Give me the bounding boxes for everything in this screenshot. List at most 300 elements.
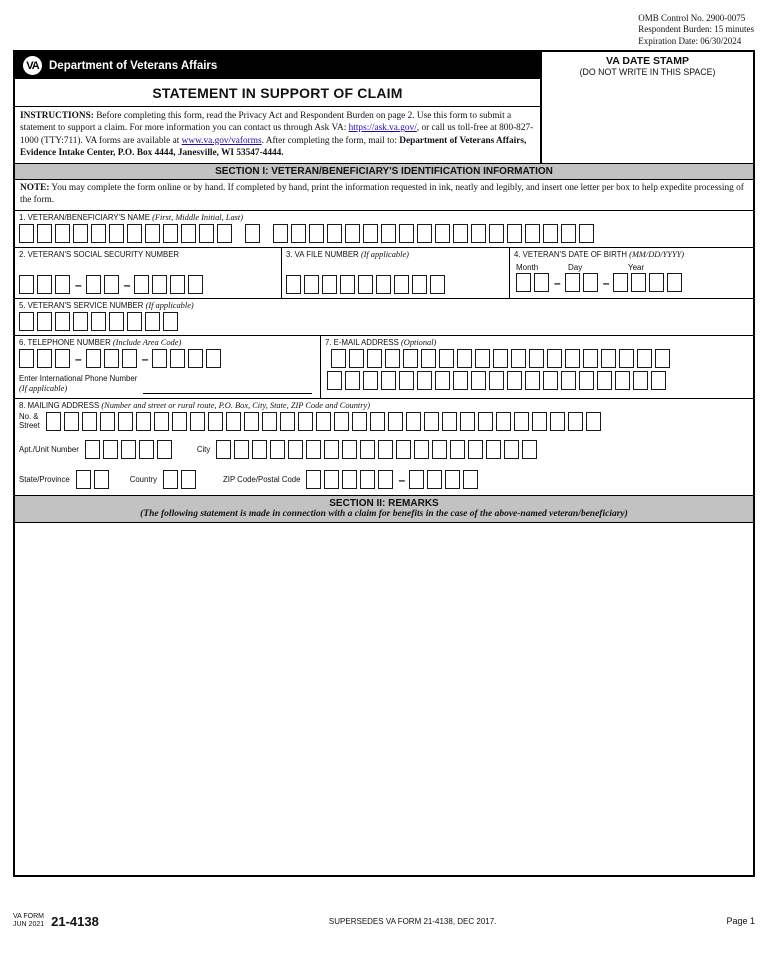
file-number-input[interactable]	[282, 274, 509, 298]
char-box[interactable]	[471, 224, 486, 243]
char-box[interactable]	[188, 275, 203, 294]
mailing-label-text: 8. MAILING ADDRESS	[19, 401, 102, 411]
zip-boxes-5[interactable]	[306, 470, 396, 489]
char-box[interactable]	[468, 440, 483, 459]
char-box[interactable]	[55, 275, 70, 294]
name-input[interactable]	[15, 223, 753, 247]
char-box[interactable]	[489, 371, 504, 390]
char-box[interactable]	[493, 349, 508, 368]
char-box[interactable]	[306, 470, 321, 489]
char-box[interactable]	[378, 440, 393, 459]
char-box[interactable]	[370, 412, 385, 431]
dob-unit-labels	[510, 260, 753, 272]
char-box[interactable]	[619, 349, 634, 368]
char-box[interactable]	[342, 440, 357, 459]
char-box[interactable]	[288, 440, 303, 459]
field-name	[15, 211, 753, 248]
char-box[interactable]	[122, 349, 137, 368]
char-box[interactable]	[463, 470, 478, 489]
char-box[interactable]	[82, 412, 97, 431]
char-box[interactable]	[127, 312, 142, 331]
char-box[interactable]	[234, 440, 249, 459]
dob-month-boxes[interactable]	[516, 273, 552, 292]
dob-day-label: Day	[568, 263, 583, 273]
char-box[interactable]	[388, 412, 403, 431]
char-box[interactable]	[381, 224, 396, 243]
char-box[interactable]	[406, 412, 421, 431]
field-telephone-label	[15, 336, 320, 348]
char-box[interactable]	[631, 273, 646, 292]
char-box[interactable]	[145, 224, 160, 243]
omb-control-number: OMB Control No. 2900-0075	[638, 13, 746, 23]
char-box[interactable]	[439, 349, 454, 368]
char-box[interactable]	[532, 412, 547, 431]
char-box[interactable]	[46, 412, 61, 431]
ssn-dash: –	[75, 277, 82, 292]
middle-initial-box[interactable]	[245, 224, 263, 243]
char-box[interactable]	[76, 470, 91, 489]
field-dob	[510, 248, 753, 298]
apt-boxes[interactable]	[85, 440, 175, 459]
char-box[interactable]	[417, 371, 432, 390]
file-number-hint: (If applicable)	[360, 250, 409, 260]
char-box[interactable]	[245, 224, 260, 243]
va-logo-icon: VA	[23, 56, 42, 75]
telephone-hint: (Include Area Code)	[112, 338, 182, 348]
street-row	[15, 411, 753, 434]
char-box[interactable]	[516, 273, 531, 292]
email-label-text: 7. E-MAIL ADDRESS	[325, 338, 401, 348]
field-email-label	[321, 336, 753, 348]
char-box[interactable]	[324, 440, 339, 459]
char-box[interactable]	[172, 412, 187, 431]
char-box[interactable]	[435, 371, 450, 390]
char-box[interactable]	[453, 224, 468, 243]
char-box[interactable]	[424, 412, 439, 431]
char-box[interactable]	[216, 440, 231, 459]
char-box[interactable]	[100, 412, 115, 431]
field-ssn-label: 2. VETERAN'S SOCIAL SECURITY NUMBER	[19, 250, 180, 260]
char-box[interactable]	[270, 440, 285, 459]
form-number: 21-4138	[51, 914, 99, 929]
char-box[interactable]	[445, 470, 460, 489]
char-box[interactable]	[460, 412, 475, 431]
char-box[interactable]	[378, 470, 393, 489]
char-box[interactable]	[342, 470, 357, 489]
char-box[interactable]	[327, 371, 342, 390]
dob-year-label: Year	[628, 263, 645, 273]
instructions-text	[15, 107, 540, 163]
field-service-number-label	[15, 299, 753, 311]
file-number-boxes[interactable]	[286, 275, 448, 294]
va-date-stamp-box	[542, 52, 753, 163]
char-box[interactable]	[104, 349, 119, 368]
phone-dash: –	[141, 351, 149, 366]
row-phone-email	[15, 336, 753, 399]
char-box[interactable]	[345, 224, 360, 243]
date-stamp-title: VA DATE STAMP	[605, 55, 690, 67]
char-box[interactable]	[252, 440, 267, 459]
row-ssn-file-dob	[15, 248, 753, 299]
email-boxes-row2[interactable]	[327, 371, 669, 390]
dob-dash: –	[602, 275, 610, 290]
state-country-zip-row	[15, 469, 753, 495]
zip-boxes-4[interactable]	[409, 470, 481, 489]
ask-va-link[interactable]: https://ask.va.gov/	[348, 123, 417, 134]
field-service-number	[15, 299, 753, 336]
char-box[interactable]	[163, 224, 178, 243]
field-name-label	[15, 211, 753, 223]
char-box[interactable]	[417, 224, 432, 243]
dob-label-text: 4. VETERAN'S DATE OF BIRTH	[514, 250, 630, 260]
char-box[interactable]	[324, 470, 339, 489]
char-box[interactable]	[55, 349, 70, 368]
char-box[interactable]	[286, 275, 301, 294]
ssn-group-boxes[interactable]	[86, 275, 122, 294]
char-box[interactable]	[496, 412, 511, 431]
remarks-area[interactable]	[15, 523, 753, 875]
char-box[interactable]	[399, 224, 414, 243]
field-name-hint: (First, Middle Initial, Last)	[152, 213, 244, 223]
char-box[interactable]	[394, 275, 409, 294]
ssn-serial-boxes[interactable]	[134, 275, 206, 294]
supersedes-note: SUPERSEDES VA FORM 21-4138, DEC 2017.	[328, 917, 497, 926]
char-box[interactable]	[471, 371, 486, 390]
char-box[interactable]	[298, 412, 313, 431]
char-box[interactable]	[586, 412, 601, 431]
char-box[interactable]	[309, 224, 324, 243]
char-box[interactable]	[327, 224, 342, 243]
char-box[interactable]	[421, 349, 436, 368]
char-box[interactable]	[37, 349, 52, 368]
char-box[interactable]	[613, 273, 628, 292]
char-box[interactable]	[306, 440, 321, 459]
file-number-label-text: 3. VA FILE NUMBER	[286, 250, 361, 260]
char-box[interactable]	[244, 412, 259, 431]
char-box[interactable]	[322, 275, 337, 294]
char-box[interactable]	[152, 275, 167, 294]
omb-respondent-burden: Respondent Burden: 15 minutes	[638, 24, 754, 35]
char-box[interactable]	[358, 275, 373, 294]
section2-header	[15, 495, 753, 523]
char-box[interactable]	[511, 349, 526, 368]
field-mailing-address	[15, 399, 753, 495]
dob-day-boxes[interactable]	[565, 273, 601, 292]
char-box[interactable]	[94, 470, 109, 489]
char-box[interactable]	[345, 371, 360, 390]
char-box[interactable]	[376, 275, 391, 294]
form-body	[13, 50, 755, 877]
char-box[interactable]	[579, 371, 594, 390]
char-box[interactable]	[478, 412, 493, 431]
char-box[interactable]	[360, 470, 375, 489]
char-box[interactable]	[37, 224, 52, 243]
char-box[interactable]	[206, 349, 221, 368]
char-box[interactable]	[525, 224, 540, 243]
char-box[interactable]	[19, 312, 34, 331]
char-box[interactable]	[475, 349, 490, 368]
intl-phone-line1: Enter International Phone Number	[19, 374, 138, 384]
char-box[interactable]	[651, 371, 666, 390]
char-box[interactable]	[217, 224, 232, 243]
char-box[interactable]	[363, 224, 378, 243]
char-box[interactable]	[157, 440, 172, 459]
service-number-hint: (If applicable)	[145, 301, 194, 311]
phone-area-boxes[interactable]	[19, 349, 73, 368]
form-footer	[13, 913, 755, 929]
char-box[interactable]	[190, 412, 205, 431]
intl-phone-write-line[interactable]	[143, 382, 312, 394]
form-top-left	[15, 52, 542, 163]
note-label: NOTE:	[20, 183, 50, 194]
char-box[interactable]	[170, 349, 185, 368]
char-box[interactable]	[561, 371, 576, 390]
char-box[interactable]	[432, 440, 447, 459]
char-box[interactable]	[583, 273, 598, 292]
char-box[interactable]	[486, 440, 501, 459]
char-box[interactable]	[655, 349, 670, 368]
char-box[interactable]	[529, 349, 544, 368]
country-boxes[interactable]	[163, 470, 199, 489]
va-form-line1: VA FORM	[13, 913, 44, 920]
field-file-number-label	[282, 248, 509, 260]
agency-header-bar	[15, 52, 540, 79]
char-box[interactable]	[363, 371, 378, 390]
char-box[interactable]	[280, 412, 295, 431]
char-box[interactable]	[73, 224, 88, 243]
char-box[interactable]	[19, 349, 34, 368]
char-box[interactable]	[385, 349, 400, 368]
char-box[interactable]	[85, 440, 100, 459]
char-box[interactable]	[427, 470, 442, 489]
dob-input[interactable]	[510, 272, 753, 296]
char-box[interactable]	[399, 371, 414, 390]
va-form-label	[13, 913, 44, 929]
char-box[interactable]	[543, 371, 558, 390]
char-box[interactable]	[334, 412, 349, 431]
field-telephone	[15, 336, 321, 398]
section1-header: SECTION I: VETERAN/BENEFICIARY'S IDENTIFICATION INFORMATION	[15, 163, 753, 180]
char-box[interactable]	[109, 224, 124, 243]
char-box[interactable]	[409, 470, 424, 489]
service-number-boxes[interactable]	[19, 312, 181, 331]
char-box[interactable]	[522, 440, 537, 459]
char-box[interactable]	[403, 349, 418, 368]
intl-phone-label	[19, 374, 137, 394]
char-box[interactable]	[504, 440, 519, 459]
char-box[interactable]	[163, 470, 178, 489]
dob-year-boxes[interactable]	[613, 273, 685, 292]
email-boxes-row1[interactable]	[331, 349, 673, 368]
char-box[interactable]	[86, 349, 101, 368]
char-box[interactable]	[170, 275, 185, 294]
char-box[interactable]	[262, 412, 277, 431]
email-hint: (Optional)	[400, 338, 437, 348]
instructions-part3: . After completing the form, mail to:	[261, 135, 400, 146]
char-box[interactable]	[37, 312, 52, 331]
char-box[interactable]	[525, 371, 540, 390]
char-box[interactable]	[615, 371, 630, 390]
char-box[interactable]	[435, 224, 450, 243]
email-input-row2[interactable]	[321, 370, 753, 394]
char-box[interactable]	[152, 349, 167, 368]
char-box[interactable]	[55, 224, 70, 243]
char-box[interactable]	[154, 412, 169, 431]
char-box[interactable]	[19, 224, 34, 243]
char-box[interactable]	[340, 275, 355, 294]
ssn-input[interactable]	[15, 274, 281, 298]
telephone-input[interactable]	[15, 348, 320, 372]
field-ssn	[15, 248, 282, 298]
zip-label: ZIP Code/Postal Code	[223, 475, 301, 485]
char-box[interactable]	[86, 275, 101, 294]
char-box[interactable]	[565, 273, 580, 292]
street-label-line1: No. &	[19, 412, 39, 421]
intl-phone-line2: (If applicable)	[19, 383, 68, 393]
char-box[interactable]	[37, 275, 52, 294]
char-box[interactable]	[507, 224, 522, 243]
char-box[interactable]	[109, 312, 124, 331]
char-box[interactable]	[579, 224, 594, 243]
char-box[interactable]	[136, 412, 151, 431]
va-forms-link[interactable]: www.va.gov/vaforms	[181, 135, 262, 146]
char-box[interactable]	[550, 412, 565, 431]
state-boxes[interactable]	[76, 470, 112, 489]
char-box[interactable]	[19, 275, 34, 294]
agency-name: Department of Veterans Affairs	[49, 59, 218, 72]
zip-dash: –	[398, 472, 406, 487]
note-text: You may complete the form online or by hand. If completed by hand, print the information requested in ink, neatly and legibly, and insert one letter per box to help expedite processing of the form.	[20, 183, 744, 206]
char-box[interactable]	[396, 440, 411, 459]
mailing-hint: (Number and street or rural route, P.O. Box, City, State, ZIP Code and Country)	[101, 401, 371, 411]
char-box[interactable]	[91, 224, 106, 243]
char-box[interactable]	[316, 412, 331, 431]
char-box[interactable]	[489, 224, 504, 243]
char-box[interactable]	[450, 440, 465, 459]
char-box[interactable]	[226, 412, 241, 431]
service-number-input[interactable]	[15, 311, 753, 335]
char-box[interactable]	[568, 412, 583, 431]
char-box[interactable]	[442, 412, 457, 431]
instructions-part1: Before completing this form, read the Privacy Act and Respondent Burden on page 2. Use this form to submit a statement to support a claim. For more information you can contact us through Ask VA:	[20, 111, 512, 134]
char-box[interactable]	[367, 349, 382, 368]
char-box[interactable]	[118, 412, 133, 431]
char-box[interactable]	[331, 349, 346, 368]
phone-prefix-boxes[interactable]	[86, 349, 140, 368]
char-box[interactable]	[103, 440, 118, 459]
page-number: Page 1	[726, 916, 755, 926]
phone-line-boxes[interactable]	[152, 349, 224, 368]
mailing-destination: Department of Veterans Affairs, Evidence Intake Center, P.O. Box 4444, Janesville, WI 53547-4444.	[20, 135, 527, 158]
telephone-label-text: 6. TELEPHONE NUMBER	[19, 338, 113, 348]
state-label: State/Province	[19, 475, 70, 485]
city-boxes[interactable]	[216, 440, 540, 459]
email-input-row1[interactable]	[321, 348, 753, 370]
street-label	[19, 413, 40, 431]
char-box[interactable]	[507, 371, 522, 390]
field-mailing-label	[15, 399, 753, 411]
char-box[interactable]	[543, 224, 558, 243]
char-box[interactable]	[453, 371, 468, 390]
char-box[interactable]	[91, 312, 106, 331]
char-box[interactable]	[565, 349, 580, 368]
char-box[interactable]	[633, 371, 648, 390]
char-box[interactable]	[64, 412, 79, 431]
char-box[interactable]	[360, 440, 375, 459]
field-email	[321, 336, 753, 398]
char-box[interactable]	[534, 273, 549, 292]
section2-title: SECTION II: REMARKS	[329, 498, 439, 510]
char-box[interactable]	[134, 275, 149, 294]
instructions-part2: , or call us toll-free at 800-827-1000 (TTY:711). VA forms are available at	[20, 123, 534, 146]
dob-month-label: Month	[516, 263, 539, 273]
char-box[interactable]	[352, 412, 367, 431]
char-box[interactable]	[637, 349, 652, 368]
char-box[interactable]	[273, 224, 288, 243]
char-box[interactable]	[414, 440, 429, 459]
char-box[interactable]	[597, 371, 612, 390]
char-box[interactable]	[145, 312, 160, 331]
apt-label: Apt./Unit Number	[19, 445, 79, 455]
char-box[interactable]	[349, 349, 364, 368]
char-box[interactable]	[199, 224, 214, 243]
service-number-label-text: 5. VETERAN'S SERVICE NUMBER	[19, 301, 146, 311]
char-box[interactable]	[457, 349, 472, 368]
va-form-line2: JUN 2021	[13, 921, 45, 929]
char-box[interactable]	[667, 273, 682, 292]
char-box[interactable]	[188, 349, 203, 368]
omb-expiration-date: Expiration Date: 06/30/2024	[638, 35, 742, 46]
char-box[interactable]	[291, 224, 306, 243]
char-box[interactable]	[163, 312, 178, 331]
ssn-dash: –	[123, 277, 131, 292]
form-title: STATEMENT IN SUPPORT OF CLAIM	[15, 79, 540, 107]
field-file-number	[282, 248, 510, 298]
street-boxes[interactable]	[46, 412, 604, 431]
char-box[interactable]	[139, 440, 154, 459]
char-box[interactable]	[121, 440, 136, 459]
omb-block	[638, 13, 754, 47]
first-name-boxes[interactable]	[19, 224, 235, 243]
char-box[interactable]	[430, 275, 445, 294]
char-box[interactable]	[601, 349, 616, 368]
char-box[interactable]	[381, 371, 396, 390]
char-box[interactable]	[649, 273, 664, 292]
instructions-label: INSTRUCTIONS:	[20, 111, 94, 121]
char-box[interactable]	[181, 224, 196, 243]
char-box[interactable]	[561, 224, 576, 243]
char-box[interactable]	[547, 349, 562, 368]
field-name-label-text: 1. VETERAN/BENEFICIARY'S NAME	[19, 213, 153, 223]
intl-phone-row	[15, 372, 320, 398]
ssn-area-boxes[interactable]	[19, 275, 73, 294]
char-box[interactable]	[208, 412, 223, 431]
char-box[interactable]	[412, 275, 427, 294]
char-box[interactable]	[304, 275, 319, 294]
city-label: City	[196, 445, 211, 455]
dob-dash: –	[554, 275, 561, 290]
char-box[interactable]	[127, 224, 142, 243]
char-box[interactable]	[583, 349, 598, 368]
section2-subtitle: (The following statement is made in connection with a claim for benefits in the case of the above-named veteran/beneficiary)	[140, 509, 628, 520]
field-dob-label	[510, 248, 753, 260]
char-box[interactable]	[104, 275, 119, 294]
char-box[interactable]	[514, 412, 529, 431]
last-name-boxes[interactable]	[273, 224, 597, 243]
char-box[interactable]	[73, 312, 88, 331]
char-box[interactable]	[181, 470, 196, 489]
char-box[interactable]	[55, 312, 70, 331]
